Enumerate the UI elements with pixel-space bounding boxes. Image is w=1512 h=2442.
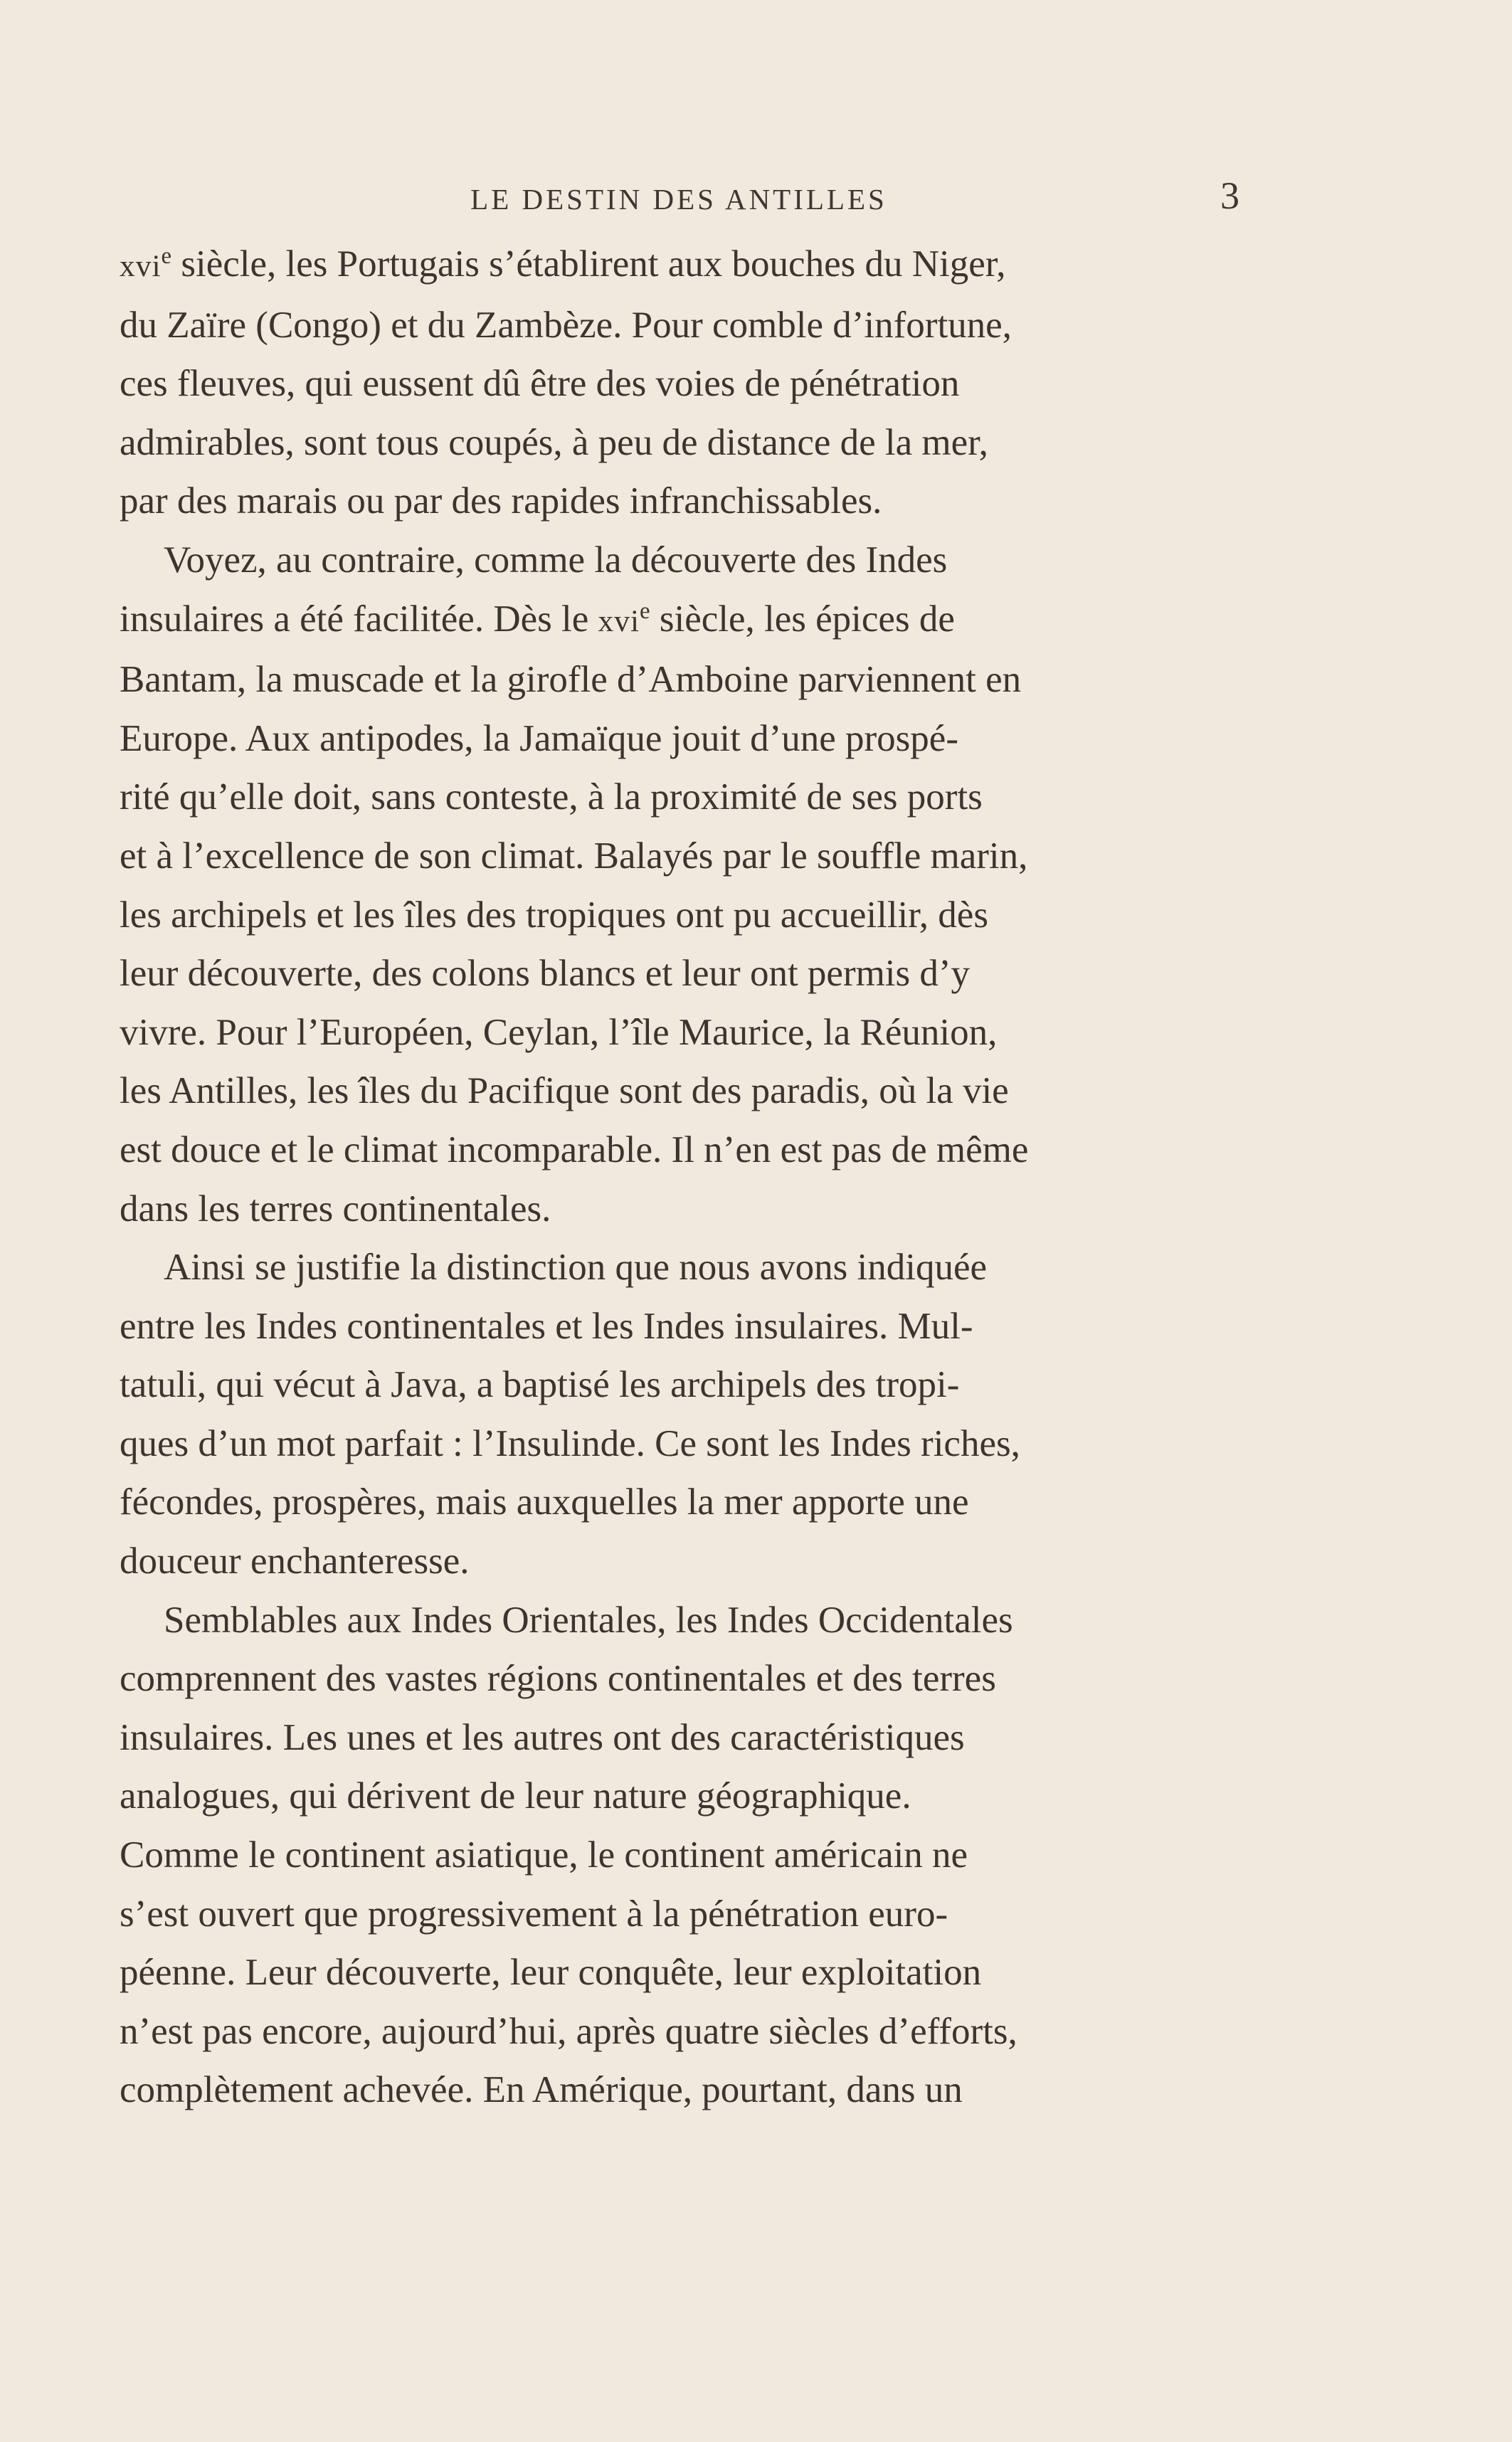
text-line: ques d’un mot parfait : l’Insulinde. Ce sont les Indes riches,	[120, 1422, 1020, 1464]
text-line: xvi$^e$ siècle, les Portugais s’établirent aux bouches du Niger,	[120, 243, 1006, 285]
text-line: admirables, sont tous coupés, à peu de distance de la mer,	[120, 421, 988, 463]
text-line: entre les Indes continentales et les Indes insulaires. Mul-	[120, 1305, 973, 1347]
text-line: leur découverte, des colons blancs et leur ont permis d’y	[120, 953, 971, 995]
text-line: les Antilles, les îles du Pacifique sont des paradis, où la vie	[120, 1070, 1009, 1112]
body-text	[120, 235, 1238, 2120]
text-line: douceur enchanteresse.	[120, 1540, 470, 1582]
text-line: vivre. Pour l’Européen, Ceylan, l’île Maurice, la Réunion,	[120, 1011, 998, 1053]
text-line: fécondes, prospères, mais auxquelles la mer apporte une	[120, 1481, 969, 1523]
running-head	[120, 174, 1238, 223]
text-line: analogues, qui dérivent de leur nature géographique.	[120, 1775, 911, 1817]
paragraph-start-line: Voyez, au contraire, comme la découverte des Indes	[164, 539, 948, 581]
text-line: et à l’excellence de son climat. Balayés par le souffle marin,	[120, 835, 1028, 877]
century-superscript: e	[640, 598, 650, 624]
text-line: complètement achevée. En Amérique, pourtant, dans un	[120, 2069, 963, 2111]
text-line: péenne. Leur découverte, leur conquête, leur exploitation	[120, 1952, 982, 1994]
paragraph-start-line: Ainsi se justifie la distinction que nous avons indiquée	[164, 1247, 988, 1289]
text-line: du Zaïre (Congo) et du Zambèze. Pour comble d’infortune,	[120, 304, 1012, 346]
text-line: est douce et le climat incomparable. Il n’en est pas de même	[120, 1128, 1029, 1170]
text-line: comprennent des vastes régions continentales et des terres	[120, 1658, 996, 1700]
running-title: LE DESTIN DES ANTILLES	[470, 183, 887, 216]
text-line: insulaires. Les unes et les autres ont des caractéristiques	[120, 1716, 965, 1758]
text-line: Europe. Aux antipodes, la Jamaïque jouit d’une prospé-	[120, 717, 958, 759]
text-line: ces fleuves, qui eussent dû être des voies de pénétration	[120, 363, 960, 405]
century-numeral: xvi	[598, 603, 640, 638]
text-line: insulaires a été facilitée. Dès le xvi$^e$ siècle, les épices de	[120, 598, 955, 640]
text-line: rité qu’elle doit, sans conteste, à la proximité de ses ports	[120, 776, 983, 818]
text-line: n’est pas encore, aujourd’hui, après quatre siècles d’efforts,	[120, 2010, 1017, 2052]
text-line: s’est ouvert que progressivement à la pénétration euro-	[120, 1893, 948, 1935]
text-line: Comme le continent asiatique, le continent américain ne	[120, 1834, 968, 1876]
century-numeral: xvi	[120, 249, 162, 283]
text-line: par des marais ou par des rapides infranchissables.	[120, 480, 882, 522]
page-number: 3	[1220, 174, 1239, 217]
text-line: Bantam, la muscade et la girofle d’Amboine parviennent en	[120, 659, 1022, 701]
text-line: les archipels et les îles des tropiques ont pu accueillir, dès	[120, 894, 988, 936]
century-superscript: e	[161, 243, 172, 269]
paragraph-start-line: Semblables aux Indes Orientales, les Indes Occidentales	[164, 1599, 1013, 1641]
text-line: dans les terres continentales.	[120, 1188, 551, 1230]
text-line: tatuli, qui vécut à Java, a baptisé les archipels des tropi-	[120, 1364, 960, 1406]
